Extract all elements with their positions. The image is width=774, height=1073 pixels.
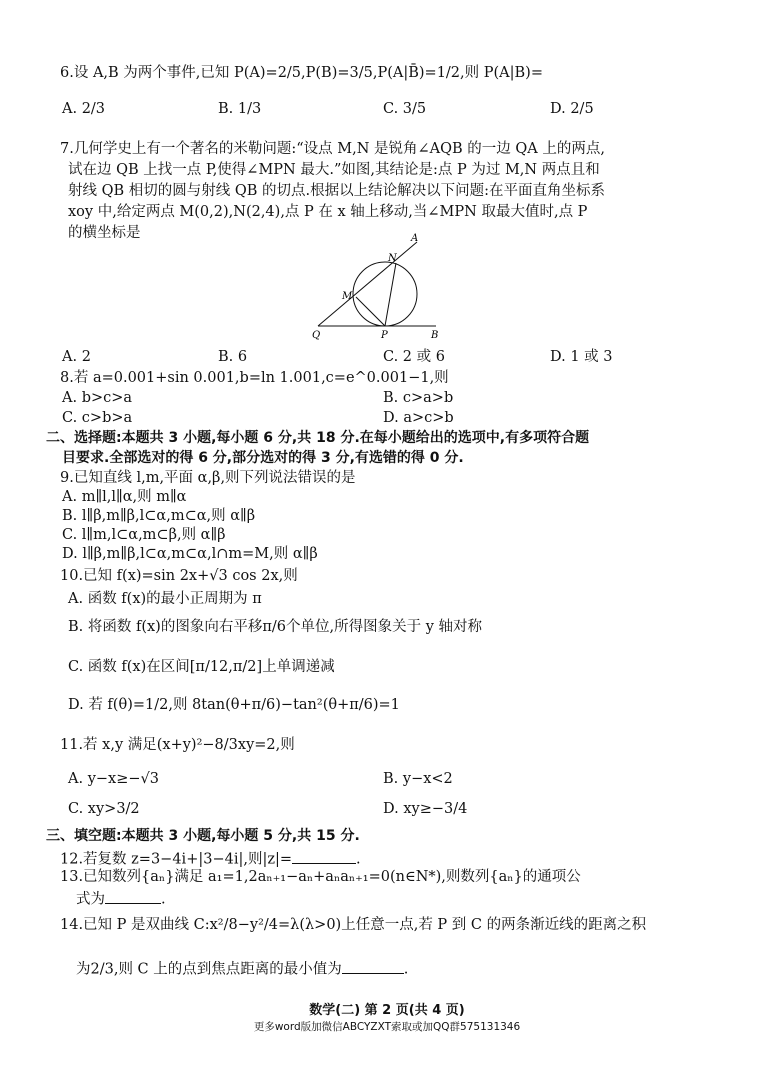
q11-stem: 11.若 x,y 满足(x+y)²−8/3xy=2,则 [60, 737, 295, 753]
q8-option-d: D. a>c>b [383, 410, 454, 426]
q12-stem: 12.若复数 z=3−4i+|3−4i|,则|z|= [60, 851, 293, 868]
q7-option-c: C. 2 或 6 [383, 349, 445, 365]
q9-option-a: A. m∥l,l∥α,则 m∥α [62, 489, 187, 505]
q7-option-b: B. 6 [218, 349, 248, 365]
q12-answer-blank[interactable] [292, 848, 356, 864]
q14-line-2 [76, 958, 722, 979]
q12-line [60, 848, 722, 869]
label-b: B [431, 330, 439, 341]
label-m: M [342, 291, 353, 302]
q11-option-b: B. y−x<2 [383, 771, 453, 787]
q10-option-a: A. 函数 f(x)的最小正周期为 π [68, 591, 262, 607]
segment-np [385, 263, 396, 326]
q9-option-d: D. l∥β,m∥β,l⊂α,m⊂α,l∩m=M,则 α∥β [62, 546, 318, 562]
segment-mp [356, 297, 385, 326]
q14-line-1: 14.已知 P 是双曲线 C:x²/8−y²/4=λ(λ>0)上任意一点,若 P 到 C 的两条渐近线的距离之积 [60, 917, 647, 933]
q6-option-a: A. 2/3 [62, 101, 106, 117]
q9-option-b: B. l∥β,m∥β,l⊂α,m⊂α,则 α∥β [62, 508, 256, 524]
section-2-heading: 二、选择题:本题共 3 小题,每小题 6 分,共 18 分.在每小题给出的选项中,有多项符合题 [46, 430, 590, 446]
q7-line-2: 试在边 QB 上找一点 P,使得∠MPN 最大.”如图,其结论是:点 P 为过 M,N 两点且和 [68, 162, 600, 178]
q6-option-b: B. 1/3 [218, 101, 262, 117]
label-p: P [381, 330, 388, 341]
label-n: N [388, 253, 397, 264]
q10-option-b: B. 将函数 f(x)的图象向右平移π/6个单位,所得图象关于 y 轴对称 [68, 619, 482, 635]
q11-option-a: A. y−x≥−√3 [68, 771, 159, 787]
q12-end: . [356, 851, 361, 868]
label-q: Q [312, 330, 321, 341]
tangent-circle [353, 262, 417, 326]
q6-option-d: D. 2/5 [550, 101, 594, 117]
label-a: A [411, 233, 419, 244]
section-3-heading: 三、填空题:本题共 3 小题,每小题 5 分,共 15 分. [46, 828, 360, 844]
q13-answer-blank[interactable] [105, 888, 161, 904]
footer-note: 更多word版加微信ABCYZXT索取或加QQ群575131346 [253, 1021, 521, 1033]
page-footer: 数学(二) 第 2 页(共 4 页) [309, 1003, 465, 1018]
q13-line-2-text: 式为 [76, 891, 105, 908]
q10-option-c: C. 函数 f(x)在区间[π/12,π/2]上单调递减 [68, 659, 335, 675]
q11-option-d: D. xy≥−3/4 [383, 801, 468, 817]
section-2-heading-cont: 目要求.全部选对的得 6 分,部分选对的得 3 分,有选错的得 0 分. [62, 450, 464, 466]
q9-option-c: C. l∥m,l⊂α,m⊂β,则 α∥β [62, 527, 226, 543]
q6-option-c: C. 3/5 [383, 101, 427, 117]
q8-stem: 8.若 a=0.001+sin 0.001,b=ln 1.001,c=e^0.001−1,则 [60, 370, 449, 386]
miller-circle-figure [300, 232, 460, 344]
q14-answer-blank[interactable] [342, 958, 404, 974]
q7-line-1: 7.几何学史上有一个著名的米勒问题:“设点 M,N 是锐角∠AQB 的一边 QA 上的两点, [60, 141, 605, 157]
q8-option-c: C. c>b>a [62, 410, 133, 426]
ray-qa [318, 242, 417, 326]
q9-stem: 9.已知直线 l,m,平面 α,β,则下列说法错误的是 [60, 470, 356, 486]
q11-option-c: C. xy>3/2 [68, 801, 140, 817]
q7-line-3: 射线 QB 相切的圆与射线 QB 的切点.根据以上结论解决以下问题:在平面直角坐标系 [68, 183, 606, 199]
q10-option-d: D. 若 f(θ)=1/2,则 8tan(θ+π/6)−tan²(θ+π/6)=1 [68, 697, 400, 713]
q14-end: . [403, 961, 409, 978]
q14-line-2-text: 为2/3,则 C 上的点到焦点距离的最小值为 [76, 961, 342, 978]
q7-line-4: xoy 中,给定两点 M(0,2),N(2,4),点 P 在 x 轴上移动,当∠MPN 取最大值时,点 P [68, 204, 588, 220]
q13-end: . [161, 891, 166, 908]
q6-stem: 6.设 A,B 为两个事件,已知 P(A)=2/5,P(B)=3/5,P(A|B̄)=1/2,则 P(A|B)= [60, 65, 543, 81]
q13-line-2 [76, 888, 722, 909]
q7-line-5: 的横坐标是 [68, 225, 141, 241]
q10-stem: 10.已知 f(x)=sin 2x+√3 cos 2x,则 [60, 568, 298, 584]
q8-option-b: B. c>a>b [383, 390, 454, 406]
q7-option-a: A. 2 [62, 349, 91, 365]
q7-option-d: D. 1 或 3 [550, 349, 613, 365]
q13-line-1: 13.已知数列{aₙ}满足 a₁=1,2aₙ₊₁−aₙ+aₙaₙ₊₁=0(n∈N*),则数列{aₙ}的通项公 [60, 869, 581, 885]
q8-option-a: A. b>c>a [62, 390, 133, 406]
